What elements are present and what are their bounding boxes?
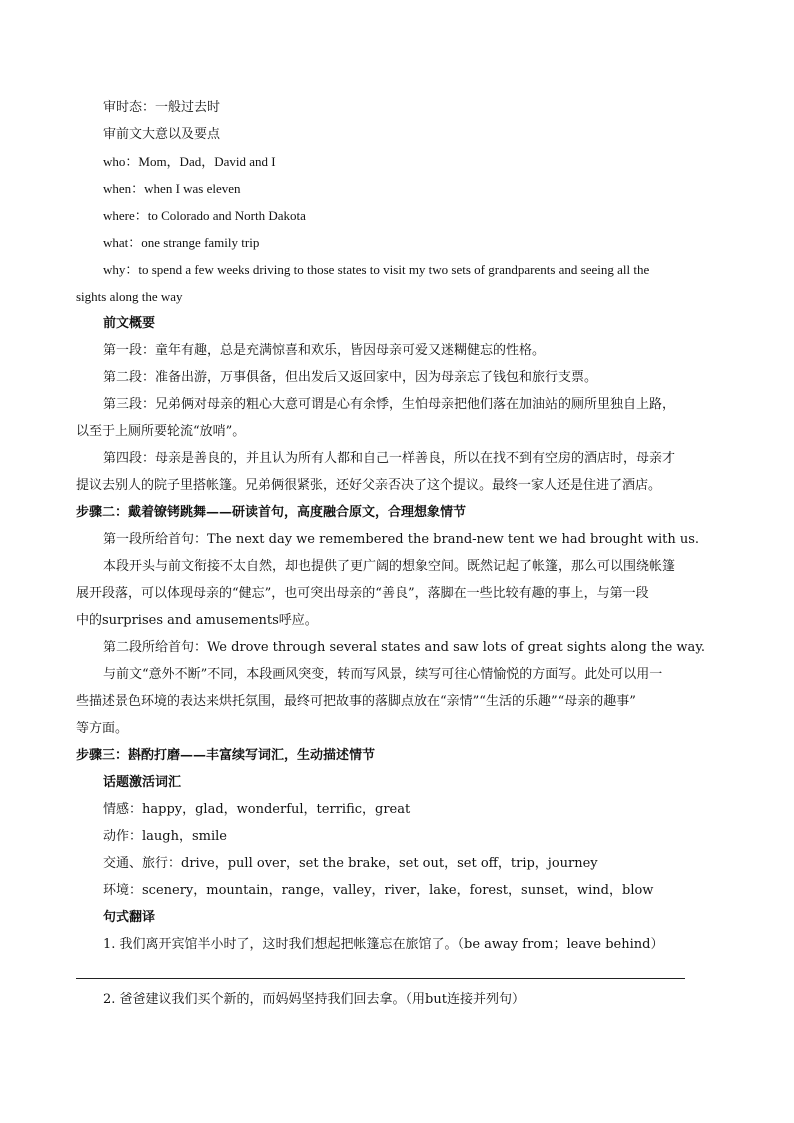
step2-heading: 步骤二：戴着镣铐跳舞——研读首句，高度融合原文，合理想象情节	[76, 505, 467, 520]
summary-paragraph-4-line-1: 第四段：母亲是善良的，并且认为所有人都和自己一样善良，所以在找不到有空房的酒店时，母亲才	[103, 451, 676, 466]
para2-note-line-1: 与前文“意外不断”不同，本段画风突变，转而写风景，续写可往心情愉悦的方面写。此处可以用一	[103, 667, 663, 682]
vocab-action: 动作：laugh，smile	[103, 829, 227, 844]
where-line: where：to Colorado and North Dakota	[103, 208, 306, 223]
para1-note-line-3: 中的surprises and amusements呼应。	[76, 613, 318, 628]
step3-heading: 步骤三：斟酌打磨——丰富续写词汇，生动描述情节	[76, 748, 376, 763]
para1-note-line-1: 本段开头与前文衔接不太自然，却也提供了更广阔的想象空间。既然记起了帐篷，那么可以围绕帐篷	[103, 559, 676, 574]
tense-line: 审时态：一般过去时	[103, 100, 221, 115]
answer-line[interactable]	[76, 978, 685, 979]
vocab-travel: 交通、旅行：drive，pull over，set the brake，set out，set off，trip，journey	[103, 856, 598, 871]
para2-first-sentence: 第二段所给首句：We drove through several states and saw lots of great sights along the way.	[103, 640, 706, 655]
para1-note-line-2: 展开段落，可以体现母亲的“健忘”，也可突出母亲的“善良”，落脚在一些比较有趣的事上，与第一段	[76, 586, 649, 601]
what-line: what：one strange family trip	[103, 235, 260, 250]
summary-paragraph-1: 第一段：童年有趣，总是充满惊喜和欢乐，皆因母亲可爱又迷糊健忘的性格。	[103, 343, 546, 358]
gist-title: 审前文大意以及要点	[103, 127, 221, 142]
who-line: who：Mom，Dad，David and I	[103, 154, 276, 169]
translation-question-2: 2. 爸爸建议我们买个新的，而妈妈坚持我们回去拿。（用but连接并列句）	[103, 992, 525, 1007]
vocab-environment: 环境：scenery，mountain，range，valley，river，lake，forest，sunset，wind，blow	[103, 883, 654, 898]
vocab-emotion: 情感：happy，glad，wonderful，terrific，great	[103, 802, 411, 817]
para1-first-sentence: 第一段所给首句：The next day we remembered the brand-new tent we had brought with us.	[103, 532, 700, 547]
vocab-heading: 话题激活词汇	[103, 775, 182, 790]
summary-paragraph-2: 第二段：准备出游，万事俱备，但出发后又返回家中，因为母亲忘了钱包和旅行支票。	[103, 370, 598, 385]
summary-paragraph-4-line-2: 提议去别人的院子里搭帐篷。兄弟俩很紧张，还好父亲否决了这个提议。最终一家人还是住进了酒店。	[76, 478, 662, 493]
summary-paragraph-3-line-2: 以至于上厕所要轮流“放哨”。	[76, 424, 246, 439]
para2-note-line-3: 等方面。	[76, 721, 129, 736]
para2-note-line-2: 些描述景色环境的表达来烘托氛围，最终可把故事的落脚点放在“亲情”“生活的乐趣”“母亲的趣事”	[76, 694, 636, 709]
translation-question-1: 1. 我们离开宾馆半小时了，这时我们想起把帐篷忘在旅馆了。（be away from；leave behind）	[103, 937, 664, 952]
summary-heading: 前文概要	[103, 316, 156, 331]
translation-heading: 句式翻译	[103, 910, 156, 925]
why-line-1: why：to spend a few weeks driving to those states to visit my two sets of grandparents and seeing all the	[103, 262, 650, 277]
why-line-2: sights along the way	[76, 289, 183, 304]
when-line: when：when I was eleven	[103, 181, 241, 196]
summary-paragraph-3-line-1: 第三段：兄弟俩对母亲的粗心大意可谓是心有余悸，生怕母亲把他们落在加油站的厕所里独自上路，	[103, 397, 676, 412]
